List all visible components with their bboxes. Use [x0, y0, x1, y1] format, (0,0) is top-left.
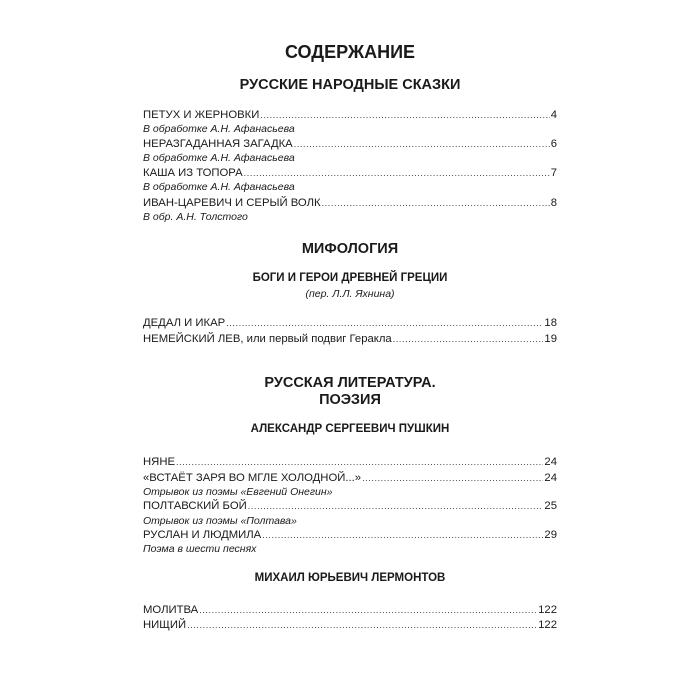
entry-title: ИВАН-ЦАРЕВИЧ И СЕРЫЙ ВОЛК: [143, 197, 321, 209]
entry-page: 24: [544, 472, 557, 484]
entry-title: ДЕДАЛ И ИКАР: [143, 317, 226, 329]
entry-title: НИЩИЙ: [143, 619, 187, 631]
entry-page: 122: [538, 619, 557, 631]
entry-title: ПЕТУХ И ЖЕРНОВКИ: [143, 109, 260, 121]
section-heading-poetry: ПОЭЗИЯ: [319, 392, 381, 408]
leader-dots: [294, 137, 550, 151]
leader-dots: [362, 471, 543, 485]
entry-note: В обработке А.Н. Афанасьева: [143, 123, 295, 135]
leader-dots: [187, 618, 537, 632]
page-title: СОДЕРЖАНИЕ: [284, 42, 416, 62]
entry-note: В обр. А.Н. Толстого: [143, 211, 248, 223]
entry-page: 25: [544, 500, 557, 512]
section-heading-literature: РУССКАЯ ЛИТЕРАТУРА.: [264, 375, 436, 391]
leader-dots: [199, 603, 537, 617]
leader-dots: [244, 166, 550, 180]
entry-note: В обработке А.Н. Афанасьева: [143, 181, 295, 193]
entry-title: ПОЛТАВСКИЙ БОЙ: [143, 500, 247, 512]
toc-entry[interactable]: [143, 455, 557, 469]
entry-title: НЯНЕ: [143, 456, 176, 468]
entry-page: 4: [550, 109, 557, 121]
entry-title: РУСЛАН И ЛЮДМИЛА: [143, 529, 262, 541]
entry-note: Отрывок из поэмы «Евгений Онегин»: [143, 486, 333, 498]
entry-title: «ВСТАЁТ ЗАРЯ ВО МГЛЕ ХОЛОДНОЙ...»: [143, 472, 362, 484]
toc-entry[interactable]: [143, 471, 557, 485]
entry-page: 7: [550, 167, 557, 179]
entry-page: 19: [544, 333, 557, 345]
section-heading-mythology: МИФОЛОГИЯ: [301, 241, 399, 257]
toc-entry[interactable]: [143, 166, 557, 180]
author-heading-pushkin: АЛЕКСАНДР СЕРГЕЕВИЧ ПУШКИН: [250, 423, 450, 435]
toc-entry[interactable]: [143, 137, 557, 151]
leader-dots: [262, 528, 543, 542]
entry-title: МОЛИТВА: [143, 604, 199, 616]
author-heading-lermontov: МИХАИЛ ЮРЬЕВИЧ ЛЕРМОНТОВ: [254, 572, 446, 584]
section-heading-folk-tales: РУССКИЕ НАРОДНЫЕ СКАЗКИ: [239, 77, 461, 93]
toc-entry[interactable]: [143, 603, 557, 617]
entry-title: НЕМЕЙСКИЙ ЛЕВ, или первый подвиг Геракла: [143, 333, 392, 345]
entry-page: 122: [538, 604, 557, 616]
leader-dots: [393, 332, 544, 346]
leader-dots: [248, 499, 544, 513]
toc-entry[interactable]: [143, 618, 557, 632]
toc-entry[interactable]: [143, 499, 557, 513]
entry-page: 18: [544, 317, 557, 329]
entry-page: 29: [544, 529, 557, 541]
leader-dots: [322, 196, 550, 210]
entry-title: НЕРАЗГАДАННАЯ ЗАГАДКА: [143, 138, 293, 150]
subsection-heading: БОГИ И ГЕРОИ ДРЕВНЕЙ ГРЕЦИИ: [252, 272, 448, 284]
toc-entry[interactable]: [143, 332, 557, 346]
toc-entry[interactable]: [143, 528, 557, 542]
entry-page: 6: [550, 138, 557, 150]
entry-title: КАША ИЗ ТОПОРА: [143, 167, 243, 179]
toc-entry[interactable]: [143, 196, 557, 210]
toc-entry[interactable]: [143, 316, 557, 330]
toc-entry[interactable]: [143, 108, 557, 122]
leader-dots: [260, 108, 549, 122]
entry-note: Поэма в шести песнях: [143, 543, 257, 555]
leader-dots: [226, 316, 543, 330]
leader-dots: [176, 455, 543, 469]
entry-note: Отрывок из поэмы «Полтава»: [143, 515, 297, 527]
translator-note: (пер. Л.Л. Яхнина): [305, 288, 395, 300]
entry-note: В обработке А.Н. Афанасьева: [143, 152, 295, 164]
entry-page: 8: [550, 197, 557, 209]
entry-page: 24: [544, 456, 557, 468]
